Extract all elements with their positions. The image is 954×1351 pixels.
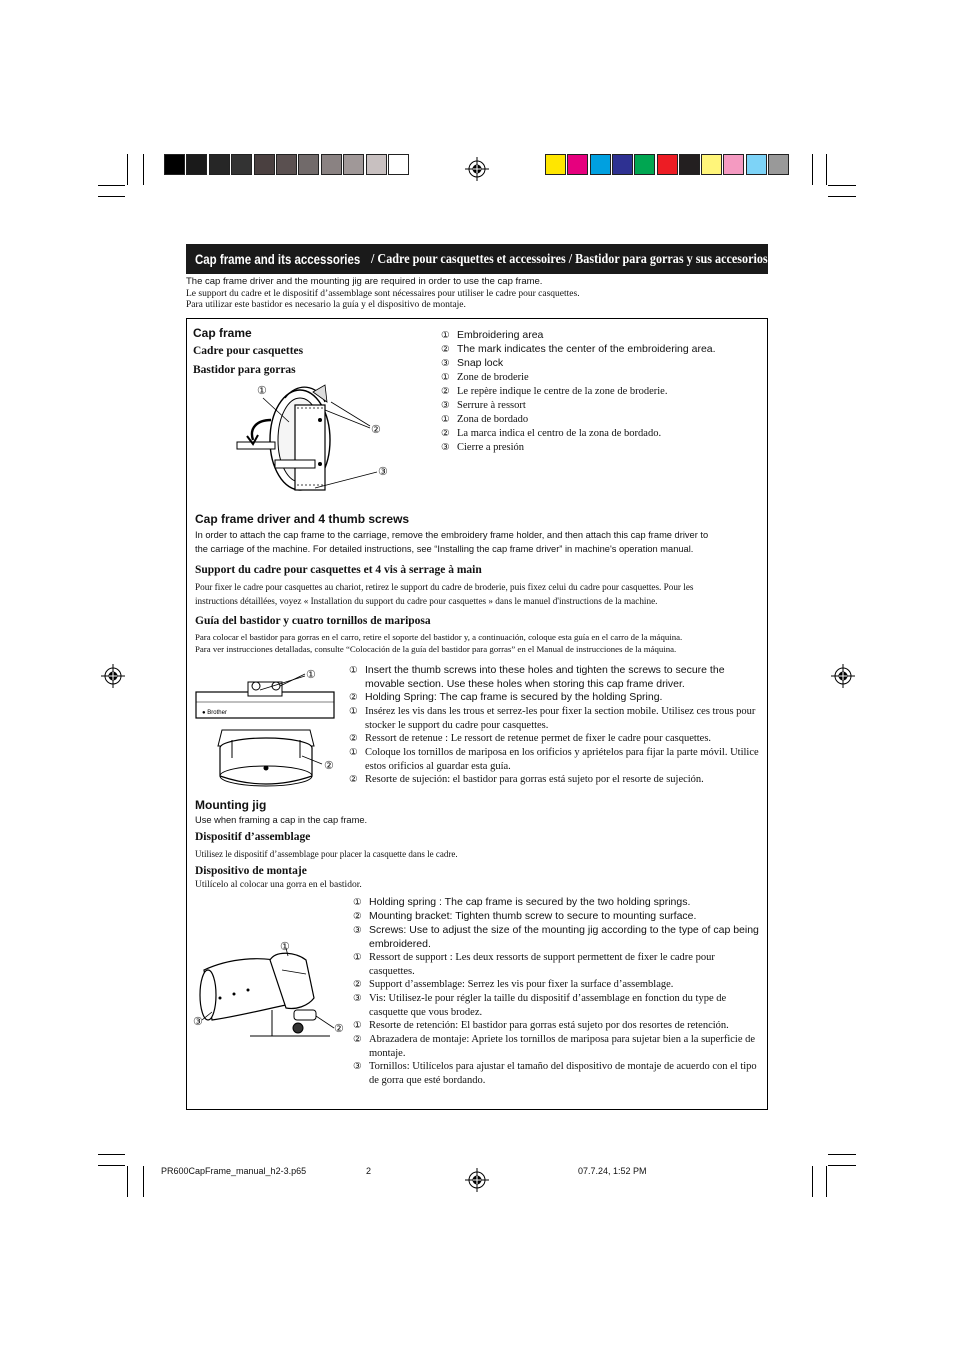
list-item <box>353 992 759 1019</box>
item-text: Resorte de retención: El bastidor para gorras está sujeto por dos resortes de retención. <box>369 1020 729 1031</box>
item-number: ① <box>441 372 450 383</box>
callout-2: ② <box>324 760 334 772</box>
item-text: Zona de bordado <box>457 414 529 425</box>
item-text: Coloque los tornillos de mariposa en los orificios y apriételos para fijar la parte móvil. Utilice estos orificios al guardar esta guía. <box>365 747 759 772</box>
list-item <box>441 371 761 385</box>
item-number: ② <box>441 386 450 397</box>
intro-es: Para utilizar este bastidor es necesario la guía y el dispositivo de montaje. <box>186 300 466 310</box>
item-text: Support d’assemblage: Serrez les vis pour fixer la surface d’assemblage. <box>369 979 674 990</box>
color-swatch <box>164 154 185 175</box>
driver-title-fr: Support du cadre pour casquettes et 4 vis à serrage à main <box>195 564 482 576</box>
list-item <box>441 343 761 357</box>
item-text: Mounting bracket: Tighten thumb screw to secure to mounting surface. <box>369 910 697 922</box>
color-swatch <box>209 154 230 175</box>
item-text: Zone de broderie <box>457 372 529 383</box>
registration-mark-icon <box>101 664 125 688</box>
item-number: ② <box>441 428 450 439</box>
registration-mark-icon <box>831 664 855 688</box>
list-item <box>349 773 759 787</box>
jig-body-es: Utilícelo al colocar una gorra en el bastidor. <box>195 880 362 890</box>
item-text: Le repère indique le centre de la zone de broderie. <box>457 386 668 397</box>
item-text: Abrazadera de montaje: Apriete los tornillos de mariposa para sujetar bien a la superficie de montaje. <box>369 1034 756 1059</box>
item-number: ② <box>353 979 362 990</box>
list-item <box>353 978 759 992</box>
color-swatch <box>298 154 319 175</box>
list-item <box>441 441 761 455</box>
list-item <box>353 1033 759 1060</box>
item-number: ② <box>349 733 358 744</box>
crop-mark <box>143 1166 144 1197</box>
crop-mark <box>826 154 827 185</box>
crop-mark <box>127 1166 128 1197</box>
registration-mark-icon <box>465 157 489 181</box>
list-item <box>349 746 759 773</box>
color-swatch <box>276 154 297 175</box>
jig-body-fr: Utilisez le dispositif d’assemblage pour placer la casquette dans le cadre. <box>195 849 458 859</box>
color-swatch <box>366 154 387 175</box>
callout-3: ③ <box>378 466 388 478</box>
driver-body-fr-line2: instructions détaillées, voyez « Installation du support du cadre pour casquettes » dans le manuel d'instructions de la machine. <box>195 596 658 606</box>
color-swatch <box>612 154 633 175</box>
item-number: ① <box>349 706 358 717</box>
color-swatch <box>186 154 207 175</box>
item-text: Snap lock <box>457 357 504 369</box>
item-number: ③ <box>353 1061 362 1072</box>
driver-body-es-line2: Para ver instrucciones detalladas, consulte “Colocación de la guía del bastidor para gorras” en el Manual de instrucciones de la máquina. <box>195 644 677 654</box>
jig-title-es: Dispositivo de montaje <box>195 865 307 877</box>
list-item <box>441 427 761 441</box>
item-number: ③ <box>441 442 450 453</box>
color-swatch <box>321 154 342 175</box>
cap-frame-title-es: Bastidor para gorras <box>193 364 296 376</box>
color-swatch <box>567 154 588 175</box>
color-swatch <box>768 154 789 175</box>
intro-en: The cap frame driver and the mounting jig are required in order to use the cap frame. <box>186 276 543 287</box>
item-text: Ressort de support : Les deux ressorts de support permettent de fixer le cadre pour casquettes. <box>369 952 715 977</box>
item-number: ② <box>353 911 362 922</box>
crop-mark <box>98 1165 125 1166</box>
list-item <box>349 664 759 691</box>
item-number: ① <box>441 330 450 341</box>
list-item <box>353 1060 759 1087</box>
list-item <box>349 732 759 746</box>
list-item <box>353 924 759 951</box>
item-text: The mark indicates the center of the embroidering area. <box>457 343 716 355</box>
item-text: Serrure à ressort <box>457 400 526 411</box>
mounting-jig-illustration <box>190 940 350 1040</box>
footer-page-number: 2 <box>366 1166 372 1176</box>
item-number: ① <box>349 665 358 676</box>
cap-frame-illustration <box>225 380 395 505</box>
item-number: ① <box>353 1020 362 1031</box>
list-item <box>349 705 759 732</box>
item-number: ③ <box>441 358 450 369</box>
list-item <box>441 357 761 371</box>
item-text: Screws: Use to adjust the size of the mounting jig according to the type of cap being embroidered. <box>369 924 759 950</box>
item-text: Vis: Utilisez-le pour régler la taille du dispositif d’assemblage en fonction du type de casquette que vous brodez. <box>369 993 727 1018</box>
list-item <box>441 399 761 413</box>
crop-mark <box>828 185 856 186</box>
crop-mark <box>98 196 125 197</box>
cap-frame-title-fr: Cadre pour casquettes <box>193 345 304 357</box>
driver-body-en-line2: the carriage of the machine. For detailed instructions, see “Installing the cap frame driver” in machine's operation manual. <box>195 544 694 554</box>
item-text: La marca indica el centro de la zona de bordado. <box>457 428 662 439</box>
list-item <box>441 413 761 427</box>
callout-3: ③ <box>193 1016 203 1028</box>
header-title-en: Cap frame and its accessories <box>195 251 361 267</box>
color-swatch <box>590 154 611 175</box>
list-item <box>353 951 759 978</box>
color-swatch <box>723 154 744 175</box>
section-header <box>186 244 768 274</box>
crop-mark <box>98 185 125 186</box>
crop-mark <box>826 1166 827 1197</box>
item-text: Resorte de sujeción: el bastidor para gorras está sujeto por el resorte de sujeción. <box>365 774 704 785</box>
crop-mark <box>828 1165 856 1166</box>
item-number: ① <box>353 952 362 963</box>
item-number: ② <box>349 692 358 703</box>
list-item <box>441 385 761 399</box>
color-swatch <box>545 154 566 175</box>
color-swatch <box>231 154 252 175</box>
crop-mark <box>127 154 128 185</box>
jig-title-en: Mounting jig <box>195 798 267 812</box>
color-swatch <box>254 154 275 175</box>
intro-fr: Le support du cadre et le dispositif d’assemblage sont nécessaires pour utiliser le cadre pour casquettes. <box>186 289 580 299</box>
item-number: ② <box>349 774 358 785</box>
item-number: ② <box>353 1034 362 1045</box>
list-item <box>349 691 759 705</box>
callout-1: ① <box>306 669 316 681</box>
driver-title-en: Cap frame driver and 4 thumb screws <box>195 512 410 526</box>
list-item <box>353 1019 759 1033</box>
item-text: Holding spring : The cap frame is secured by the two holding springs. <box>369 896 691 908</box>
item-text: Embroidering area <box>457 329 544 341</box>
item-number: ① <box>349 747 358 758</box>
driver-body-fr-line1: Pour fixer le cadre pour casquettes au chariot, retirez le support du cadre de broderie, puis fixez celui du cadre pour casquettes. Pour les <box>195 582 694 592</box>
list-item <box>441 329 761 343</box>
crop-mark <box>812 154 813 185</box>
crop-mark <box>143 154 144 185</box>
callout-2: ② <box>334 1023 344 1035</box>
item-number: ③ <box>353 993 362 1004</box>
crop-mark <box>828 196 856 197</box>
registration-mark-icon <box>465 1168 489 1192</box>
item-number: ① <box>441 414 450 425</box>
item-number: ③ <box>353 925 362 936</box>
item-number: ② <box>441 344 450 355</box>
item-text: Cierre a presión <box>457 442 525 453</box>
crop-mark <box>828 1154 856 1155</box>
cap-frame-driver-illustration <box>190 668 340 793</box>
jig-body-en: Use when framing a cap in the cap frame. <box>195 815 368 825</box>
callout-1: ① <box>257 385 267 397</box>
item-text: Insérez les vis dans les trous et serrez-les pour fixer la section mobile. Utilisez ces trous pour stocker le support du cadre pour casquettes. <box>365 706 756 731</box>
footer-filename: PR600CapFrame_manual_h2-3.p65 <box>161 1166 307 1176</box>
color-swatch <box>388 154 409 175</box>
color-swatch <box>343 154 364 175</box>
list-item <box>353 896 759 910</box>
item-number: ③ <box>441 400 450 411</box>
color-swatch <box>634 154 655 175</box>
item-text: Holding Spring: The cap frame is secured by the holding Spring. <box>365 691 663 703</box>
svg-text:● Brother: ● Brother <box>202 710 227 716</box>
list-item <box>353 910 759 924</box>
color-swatch <box>746 154 767 175</box>
item-text: Insert the thumb screws into these holes and tighten the screws to secure the movable section. Use these holes when storing this cap frame driver. <box>365 664 725 690</box>
driver-body-es-line1: Para colocar el bastidor para gorras en el carro, retire el soporte del bastidor y, a continuación, coloque esta guía en el carro de la máquina. <box>195 632 683 642</box>
crop-mark <box>98 1154 125 1155</box>
jig-title-fr: Dispositif d’assemblage <box>195 831 311 843</box>
footer-date: 07.7.24, 1:52 PM <box>578 1166 647 1176</box>
item-number: ① <box>353 897 362 908</box>
callout-1: ① <box>280 941 290 953</box>
callout-2: ② <box>371 424 381 436</box>
color-swatch <box>701 154 722 175</box>
header-title-translations: / Cadre pour casquettes et accessoires / Bastidor para gorras y sus accesorios <box>370 251 768 266</box>
item-text: Ressort de retenue : Le ressort de retenue permet de fixer le cadre pour casquettes. <box>365 733 712 744</box>
color-swatch <box>679 154 700 175</box>
item-text: Tornillos: Utilícelos para ajustar el tamaño del dispositivo de montaje de acuerdo con el tipo de gorra que esté bordando. <box>369 1061 757 1086</box>
driver-body-en-line1: In order to attach the cap frame to the carriage, remove the embroidery frame holder, and then attach this cap frame driver to <box>195 530 709 540</box>
driver-title-es: Guía del bastidor y cuatro tornillos de mariposa <box>195 615 431 627</box>
color-swatch <box>657 154 678 175</box>
cap-frame-title-en: Cap frame <box>193 326 252 340</box>
crop-mark <box>812 1166 813 1197</box>
